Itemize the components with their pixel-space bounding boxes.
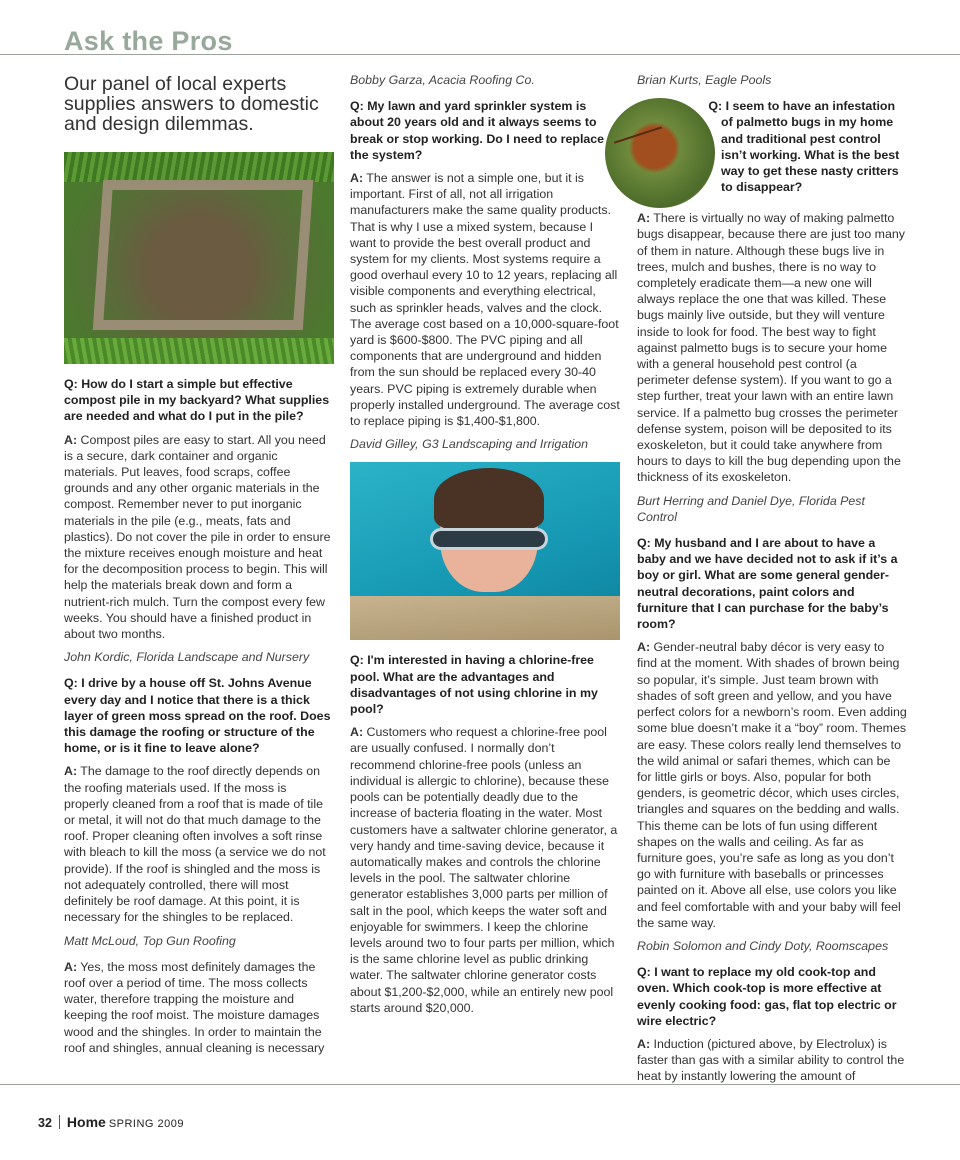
issue-label: SPRING 2009 bbox=[108, 1118, 185, 1130]
credit-pool: Brian Kurts, Eagle Pools bbox=[637, 73, 772, 87]
page-number: 32 bbox=[38, 1116, 52, 1130]
column-3 bbox=[637, 72, 907, 1092]
bug-antenna bbox=[614, 127, 662, 144]
bottom-divider bbox=[0, 1084, 960, 1085]
swimmer-hair bbox=[434, 468, 544, 530]
pool-photo bbox=[350, 462, 620, 640]
question-baby: Q: My husband and I are about to have a baby and we have decided not to ask if it’s a boy or girl. What are some general gender-neutral decorations, paint colors and furniture that I can purchase for the baby’s room? bbox=[637, 536, 898, 632]
answer-moss-2: A: Yes, the moss most definitely damages the roof over a period of time. The moss collects water, therefore trapping the moisture and keeping the roof moist. The moisture damages wood and the shingles. In order to maintain the roof and shingles, annual cleaning is necessary bbox=[64, 959, 325, 1055]
column-2 bbox=[350, 72, 622, 1023]
wooden-frame bbox=[93, 180, 313, 330]
compost-photo bbox=[64, 152, 334, 364]
answer-moss-1: A: The damage to the roof directly depends on the roofing materials used. If the moss is properly cleaned from a roof that is made of tile or metal, it will not do that much damage to the roof. Proper cleaning often involves a soft rinse with bleach to kill the moss (a service we do not provide). If the roof is shingled and the moss is not adequately controlled, there will most definitely be roof damage. At this point, it is necessary for the shingles to be replaced. bbox=[64, 764, 326, 925]
page-footer bbox=[38, 1114, 184, 1130]
question-moss: Q: I drive by a house off St. Johns Avenue every day and I notice that there is a thick layer of green moss spread on the roof. Does this damage the roofing or structure of the home, or is it fine to leave alone? bbox=[64, 676, 331, 756]
answer-cooktop: A: Induction (pictured above, by Electrolux) is faster than gas with a similar ability to control the heat by instantly lowering the amount of bbox=[637, 1036, 905, 1084]
question-cooktop: Q: I want to replace my old cook-top and oven. Which cook-top is more effective at evenly cooking food: gas, flat top electric or wire electric? bbox=[637, 965, 897, 1028]
grass-top bbox=[64, 152, 334, 182]
answer-bugs: A: There is virtually no way of making palmetto bugs disappear, because there are just too many of them in nature. Although these bugs live in trees, mulch and bushes, there is no way to completely eradicate them—a new one will always replace the one that was killed. These bugs mainly live outside, but they will venture inside to look for food. The best way to fight against palmetto bugs is to secure your home with a general household pest control (a perimeter defense system). If you want to go a step further, treat your lawn with an entire lawn service. If a palmetto bug crosses the perimeter defense system, poison will be deposited to its exoskeleton, but it could take anywhere from hours to days to kill the bug depending upon the thickness of its exoskeleton. bbox=[637, 211, 905, 485]
section-title: Ask the Pros bbox=[64, 26, 233, 56]
footer-separator bbox=[59, 1115, 60, 1129]
answer-compost: A: Compost piles are easy to start. All you need is a secure, dark container and organic materials. Put leaves, food scraps, coffee grounds and any other organic materials in the compost. Remember never to put inorganic materials in the pile (e.g., meats, fats and plastics). Do not cover the pile in order to ensure the mixture receives enough moisture and heat for the decomposition process to begin. This will help the materials break down and form a nutrient-rich mulch. Turn the compost every few weeks. You should have a finished product in about two months. bbox=[64, 432, 331, 642]
question-compost: Q: How do I start a simple but effective compost pile in my backyard? What supplies are needed and what do I put in the pile? bbox=[64, 377, 330, 424]
credit-bugs: Burt Herring and Daniel Dye, Florida Pest Control bbox=[637, 493, 865, 524]
credit-sprinkler: David Gilley, G3 Landscaping and Irrigation bbox=[350, 437, 589, 452]
top-divider bbox=[0, 54, 960, 55]
credit-compost: John Kordic, Florida Landscape and Nursery bbox=[64, 650, 310, 665]
question-pool: Q: I'm interested in having a chlorine-free pool. What are the advantages and disadvantages of not using chlorine in my pool? bbox=[350, 653, 598, 717]
credit-baby: Robin Solomon and Cindy Doty, Roomscapes bbox=[637, 938, 889, 953]
column-1 bbox=[64, 72, 334, 1062]
answer-pool: A: Customers who request a chlorine-free pool are usually confused. I normally don’t recommend chlorine-free pools (unless an individual is allergic to chlorine), because these pools can be potentially deadly due to the increase of bacteria floating in the water. Most customers have a saltwater chlorine generator, a very handy and time-saving device, because it automatically makes and controls the chlorine levels in the pool. The saltwater chlorine generator establishes 3,000 parts per million of salt in the pool, which keeps the water soft and enjoyable for swimmers. I keep the chlorine levels around two to four parts per million, which is the same chlorine level as public drinking water. The saltwater chlorine generator costs about $1,200-$2,000, while an entirely new pool starts around $20,000. bbox=[350, 725, 618, 1015]
palmetto-bug-photo bbox=[605, 98, 715, 208]
question-bugs: Q: I seem to have an infestation of palmetto bugs in my home and traditional pest control isn’t working. What is the best way to get these nasty critters to disappear? bbox=[708, 99, 900, 195]
pool-deck bbox=[350, 596, 620, 640]
credit-moss-2: Bobby Garza, Acacia Roofing Co. bbox=[350, 73, 535, 87]
credit-moss-1: Matt McLoud, Top Gun Roofing bbox=[64, 933, 236, 948]
goggles bbox=[430, 528, 548, 550]
answer-baby: A: Gender-neutral baby décor is very easy to find at the moment. With shades of brown being so popular, it’s simple. Just team brown with shades of soft green and yellow, and you have perfect colors for a newborn’s room. Even adding some blue doesn’t make it a “boy” room. Themes are easy. These colors really lend themselves to the wild animal or safari themes, which can be for little girls or boys. Also, popular for both genders, is geometric décor, which uses circles, triangles and squares on the bedding and walls. This theme can be lots of fun using different shapes on the walls and ceiling. As far as furniture goes, you’re safe as long as you don’t go with furniture with baseballs or princesses painted on it. Above all else, use colors you like and feel comfortable with and your baby will feel the same way. bbox=[637, 640, 907, 930]
question-sprinkler: Q: My lawn and yard sprinkler system is about 20 years old and it always seems to break or stop working. Do I need to replace the system? bbox=[350, 99, 605, 162]
answer-sprinkler: A: The answer is not a simple one, but it is important. First of all, not all irrigation manufacturers make the same quality products. That is why I use a mixed system, because I want to provide the best overall product and system for my clients. Most systems require a good overhaul every 10 to 12 years, replacing all visible components and everything electrical, such as sprinkler heads, valves and the clock. The average cost based on a 10,000-square-foot yard is $600-$800. The PVC piping and all components that are underground and hidden from the sun should be replaced every 30-40 years. PVC piping is extremely durable when properly installed underground. The average cost to replace piping is $1,400-$1,800. bbox=[350, 171, 620, 429]
magazine-name: Home bbox=[66, 1114, 106, 1130]
intro-text: Our panel of local experts supplies answers to domestic and design dilemmas. bbox=[64, 73, 319, 135]
grass-bottom bbox=[64, 338, 334, 364]
